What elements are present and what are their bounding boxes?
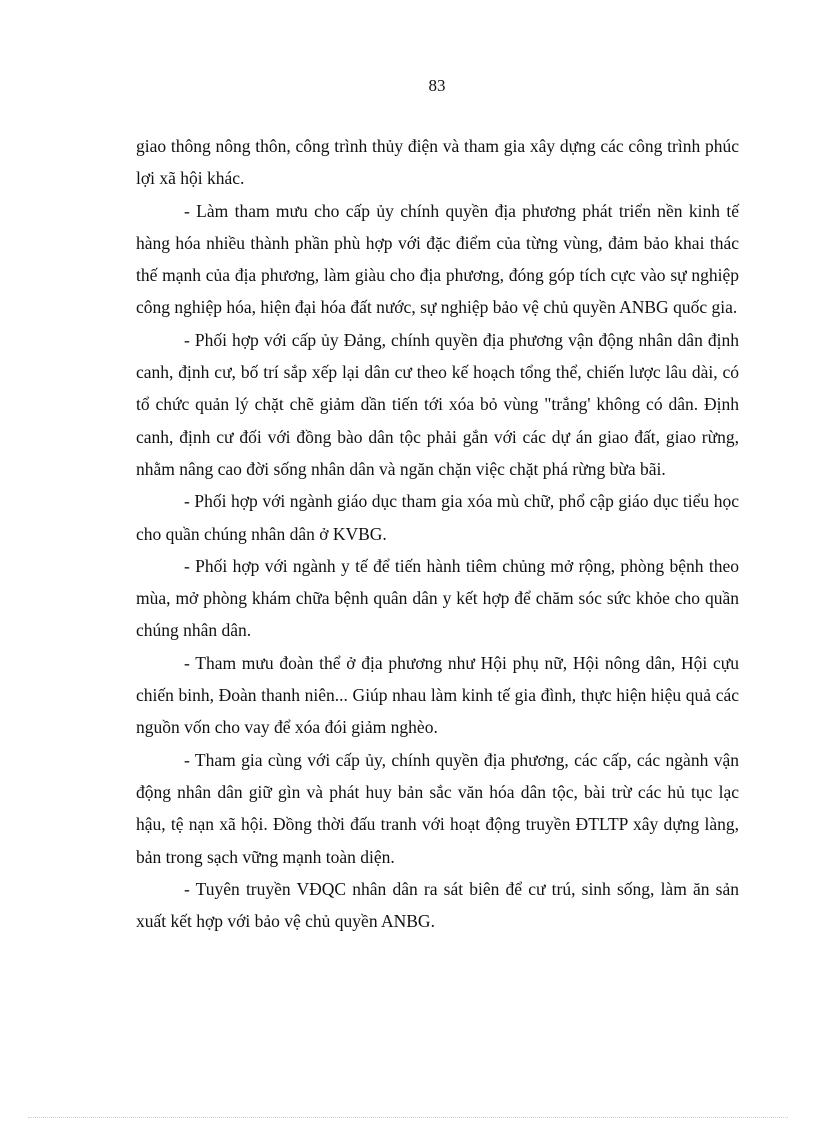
- paragraph-resettlement: - Phối hợp với cấp ủy Đảng, chính quyền địa phương vận động nhân dân định canh, định cư, bố trí sắp xếp lại dân cư theo kế hoạch tổng thể, chiến lược lâu dài, có tổ chức quản lý chặt chẽ giảm dần tiến tới xóa bỏ vùng "trắng' không có dân. Định canh, định cư đối với đồng bào dân tộc phải gắn với các dự án giao đất, giao rừng, nhằm nâng cao đời sống nhân dân và ngăn chặn việc chặt phá rừng bừa bãi.: [136, 329, 739, 479]
- paragraph-health: - Phối hợp với ngành y tế để tiến hành tiêm chủng mở rộng, phòng bệnh theo mùa, mở phòng khám chữa bệnh quân dân y kết hợp để chăm sóc sức khỏe cho quần chúng nhân dân.: [136, 555, 739, 641]
- paragraph-advise-economy: - Làm tham mưu cho cấp ủy chính quyền địa phương phát triển nền kinh tế hàng hóa nhiều thành phần phù hợp với đặc điểm của từng vùng, đảm bảo khai thác thế mạnh của địa phương, làm giàu cho địa phương, đóng góp tích cực vào sự nghiệp công nghiệp hóa, hiện đại hóa đất nước, sự nghiệp bảo vệ chủ quyền ANBG quốc gia.: [136, 200, 739, 318]
- page-bottom-divider: [28, 1117, 788, 1118]
- page-body: [136, 130, 739, 937]
- paragraph-mass-organizations: - Tham mưu đoàn thể ở địa phương như Hội phụ nữ, Hội nông dân, Hội cựu chiến binh, Đoàn thanh niên... Giúp nhau làm kinh tế gia đình, thực hiện hiệu quả các nguồn vốn cho vay để xóa đói giảm nghèo.: [136, 652, 739, 738]
- paragraph-culture: - Tham gia cùng với cấp ủy, chính quyền địa phương, các cấp, các ngành vận động nhân dân giữ gìn và phát huy bản sắc văn hóa dân tộc, bài trừ các hủ tục lạc hậu, tệ nạn xã hội. Đồng thời đấu tranh với hoạt động truyền ĐTLTP xây dựng làng, bản trong sạch vững mạnh toàn diện.: [136, 749, 739, 867]
- paragraph-education: - Phối hợp với ngành giáo dục tham gia xóa mù chữ, phổ cập giáo dục tiểu học cho quần chúng nhân dân ở KVBG.: [136, 491, 739, 544]
- paragraph-continuation: giao thông nông thôn, công trình thủy điện và tham gia xây dựng các công trình phúc lợi xã hội khác.: [136, 136, 739, 189]
- page-number: 83: [428, 76, 446, 95]
- paragraph-propaganda: - Tuyên truyền VĐQC nhân dân ra sát biên để cư trú, sinh sống, làm ăn sản xuất kết hợp với bảo vệ chủ quyền ANBG.: [136, 878, 739, 932]
